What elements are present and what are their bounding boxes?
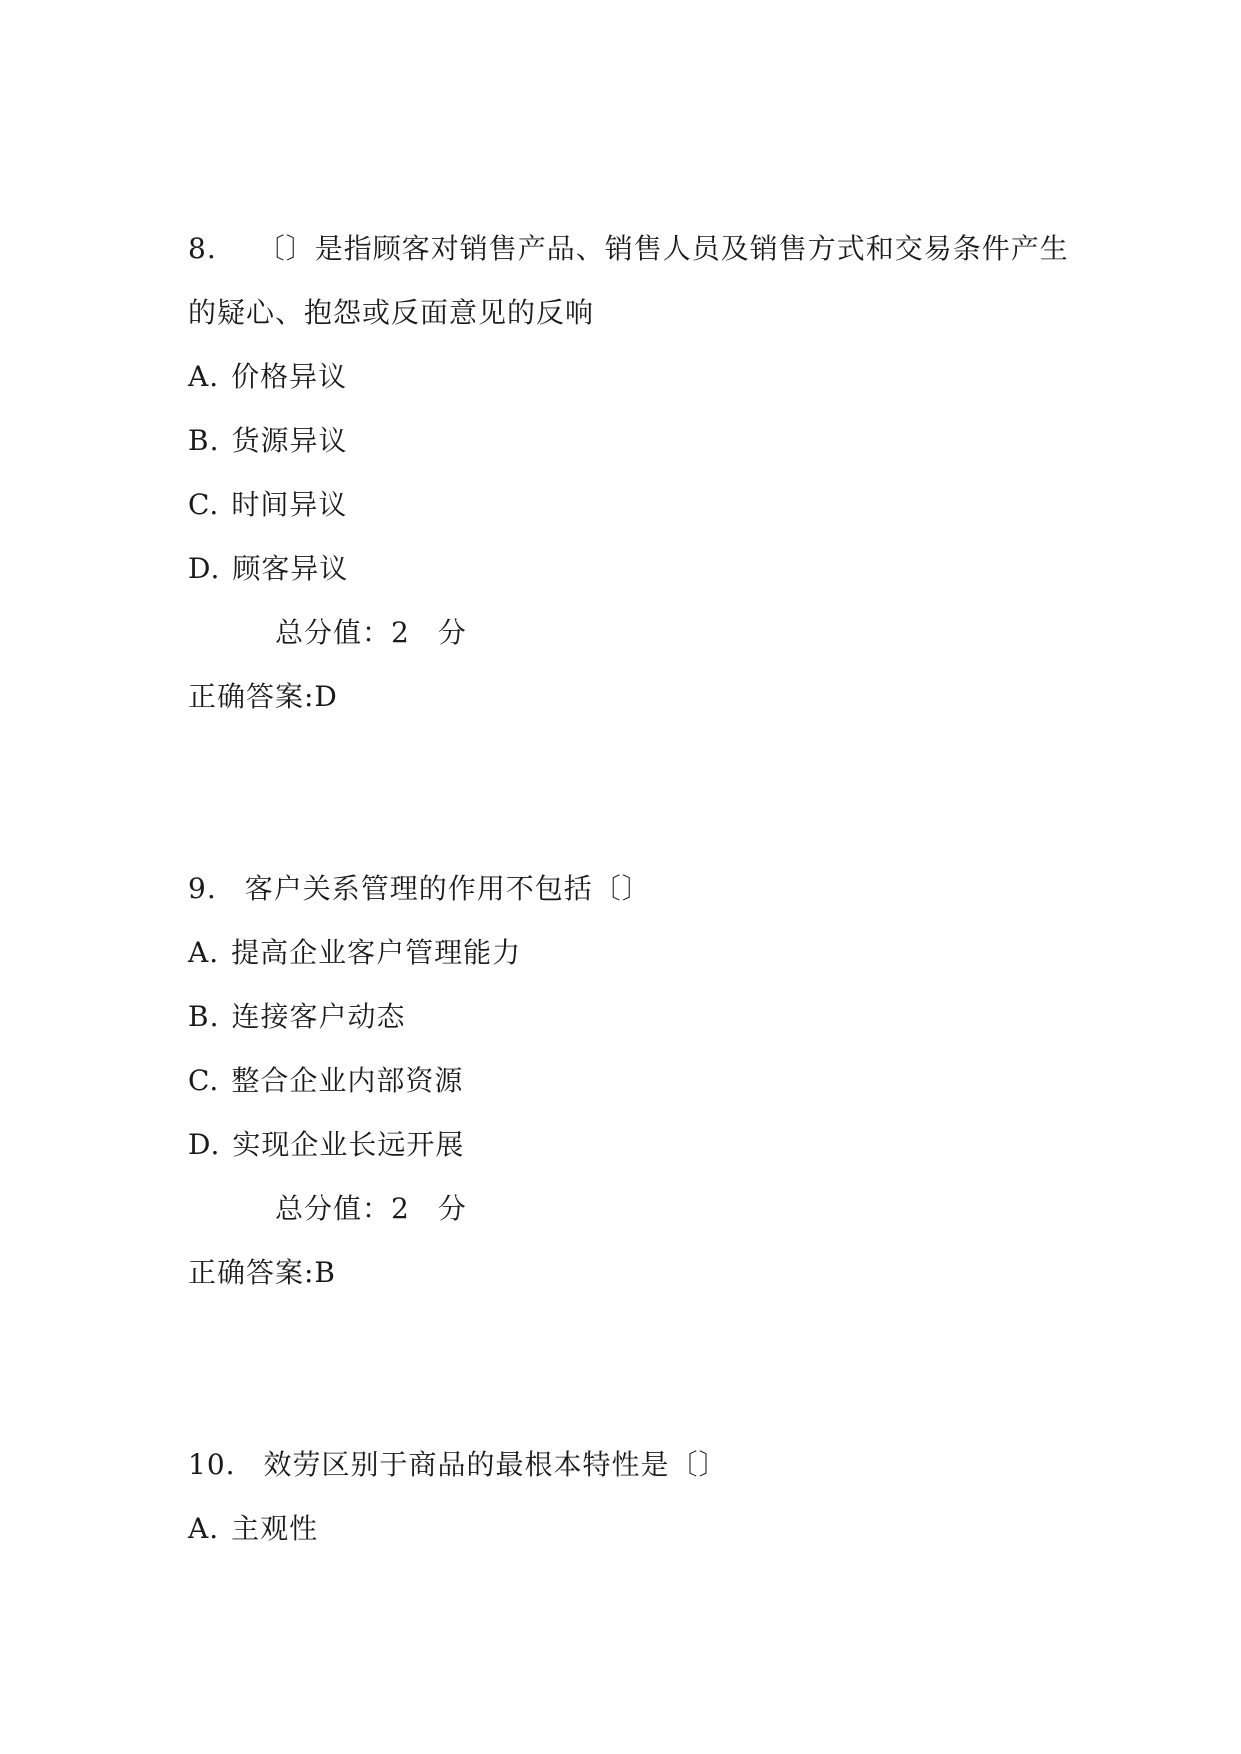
score-label: 总分值：2 xyxy=(275,616,410,649)
option-text: 主观性 xyxy=(231,1512,319,1545)
option-text: 实现企业长远开展 xyxy=(232,1128,465,1161)
question-9-answer xyxy=(188,1256,336,1290)
option-letter: C. xyxy=(188,488,220,521)
correct-answer: 正确答案:B xyxy=(188,1256,337,1289)
question-9-score xyxy=(275,1192,467,1226)
question-8-option-a xyxy=(188,360,347,394)
question-8-option-c xyxy=(188,488,347,522)
option-text: 连接客户动态 xyxy=(231,1000,406,1033)
question-8-stem-line1 xyxy=(188,232,1069,266)
option-letter: A. xyxy=(188,1512,220,1545)
question-9-option-c xyxy=(188,1064,463,1098)
option-letter: A. xyxy=(188,360,220,393)
question-text: 〔〕是指顾客对销售产品、销售人员及销售方式和交易条件产生 xyxy=(256,232,1069,265)
option-letter: A. xyxy=(188,936,220,969)
option-text: 价格异议 xyxy=(231,360,348,393)
score-unit: 分 xyxy=(437,1192,467,1225)
question-10-stem-line1 xyxy=(188,1448,728,1482)
score-label: 总分值：2 xyxy=(275,1192,410,1225)
option-letter: D. xyxy=(188,552,221,585)
question-text-continued: 的疑心、抱怨或反面意见的反响 xyxy=(188,296,595,329)
question-8-score xyxy=(275,616,467,650)
option-text: 货源异议 xyxy=(231,424,348,457)
question-9-option-b xyxy=(188,1000,406,1034)
question-8-stem-line2 xyxy=(188,296,594,330)
option-text: 时间异议 xyxy=(231,488,348,521)
question-8-option-b xyxy=(188,424,348,458)
option-text: 提高企业客户管理能力 xyxy=(231,936,522,969)
option-letter: D. xyxy=(188,1128,221,1161)
question-9-stem-line1 xyxy=(188,872,651,906)
question-number: 10. xyxy=(188,1448,236,1481)
question-8-option-d xyxy=(188,552,348,586)
question-number: 8. xyxy=(188,232,217,265)
option-letter: B. xyxy=(188,424,220,457)
question-9-option-d xyxy=(188,1128,464,1162)
option-text: 整合企业内部资源 xyxy=(231,1064,464,1097)
question-8-answer xyxy=(188,680,338,714)
score-unit: 分 xyxy=(437,616,467,649)
question-text: 客户关系管理的作用不包括〔〕 xyxy=(244,872,651,905)
question-number: 9. xyxy=(188,872,217,905)
correct-answer: 正确答案:D xyxy=(188,680,338,713)
option-text: 顾客异议 xyxy=(232,552,349,585)
question-9-option-a xyxy=(188,936,521,970)
option-letter: C. xyxy=(188,1064,220,1097)
question-10-option-a xyxy=(188,1512,318,1546)
option-letter: B. xyxy=(188,1000,220,1033)
question-text: 效劳区别于商品的最根本特性是〔〕 xyxy=(263,1448,728,1481)
